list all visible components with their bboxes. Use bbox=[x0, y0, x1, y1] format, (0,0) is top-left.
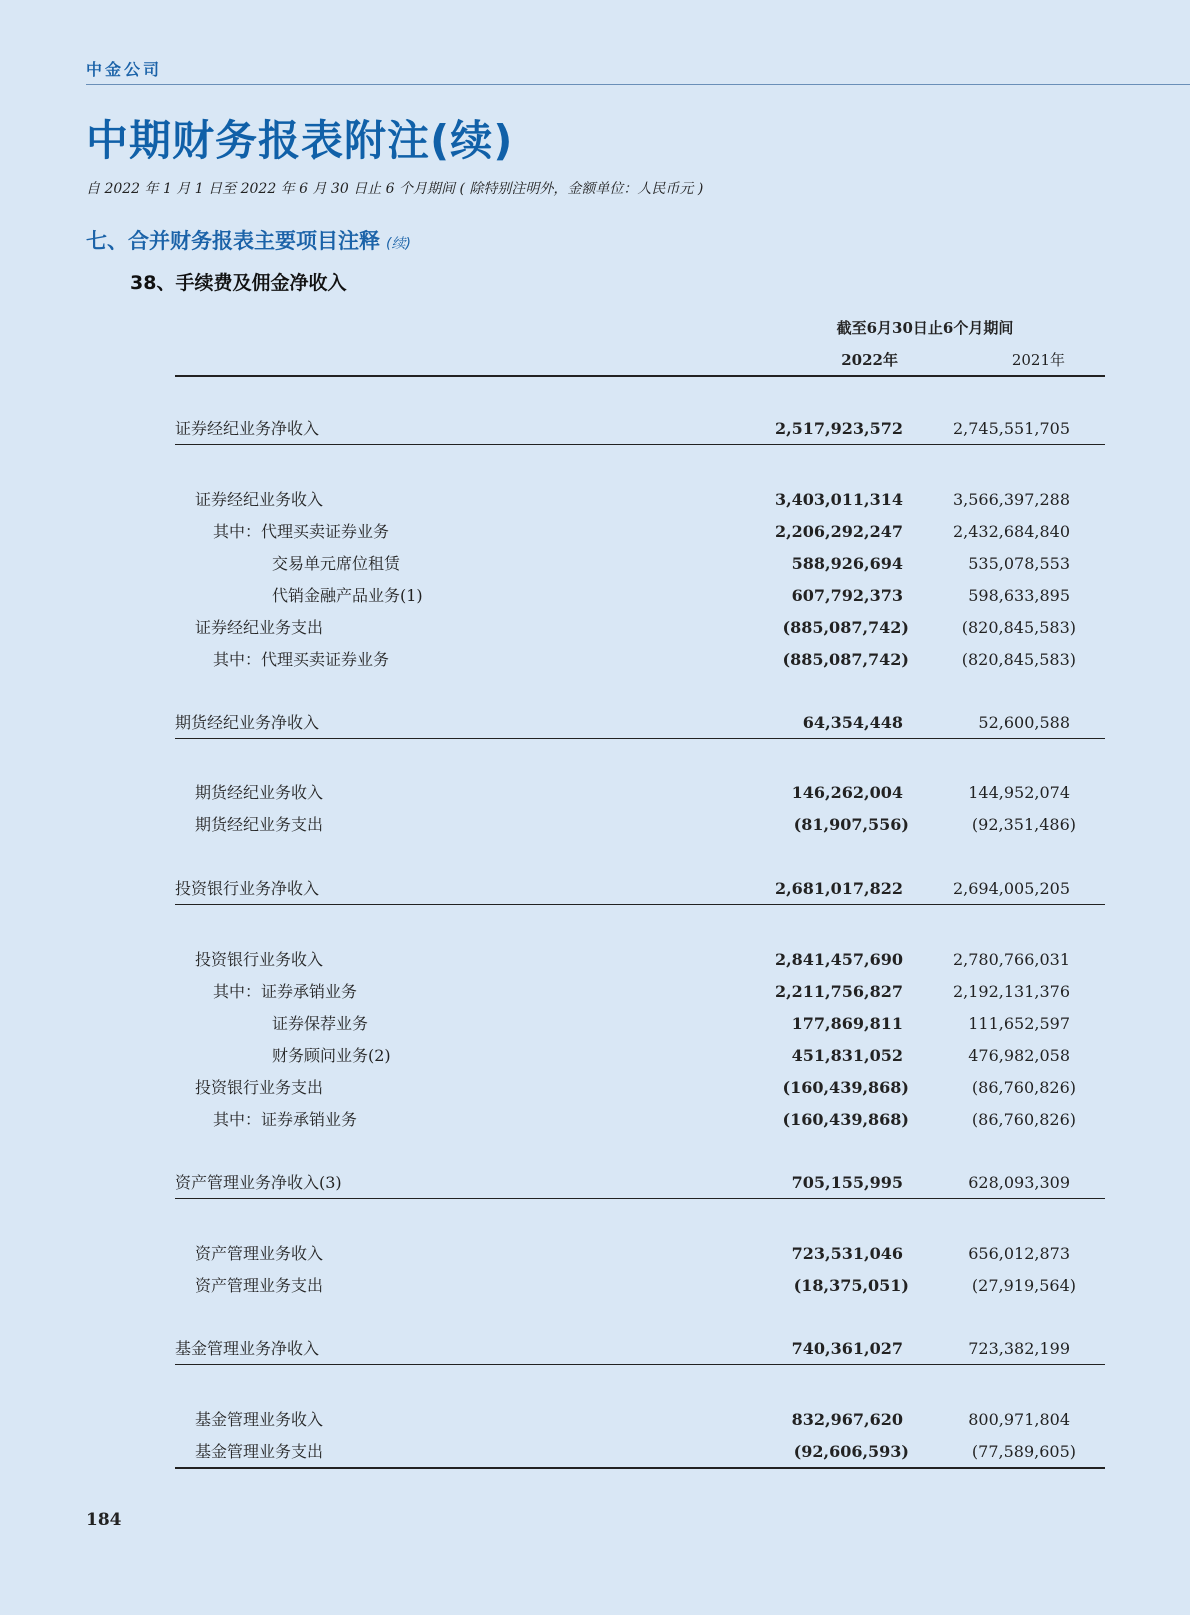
table-row bbox=[175, 613, 1105, 643]
column-header-2022: 2022年 bbox=[841, 351, 898, 369]
row-label: 资产管理业务收入 bbox=[195, 1244, 324, 1263]
value-2022: 177,869,811 bbox=[791, 1014, 903, 1033]
value-2021: (77,589,605) bbox=[971, 1442, 1076, 1461]
value-2022: (81,907,556) bbox=[793, 815, 909, 834]
table-row bbox=[175, 1168, 1105, 1199]
table-row bbox=[175, 708, 1105, 739]
row-label: 证券保荐业务 bbox=[272, 1014, 369, 1033]
row-label: 其中：代理买卖证券业务 bbox=[213, 522, 390, 541]
value-2021: 476,982,058 bbox=[968, 1046, 1070, 1065]
value-2021: (86,760,826) bbox=[971, 1078, 1076, 1097]
page-number: 184 bbox=[86, 1510, 122, 1530]
value-2021: (820,845,583) bbox=[961, 650, 1076, 669]
table-row bbox=[175, 1009, 1105, 1039]
table-row bbox=[175, 1334, 1105, 1365]
table-row bbox=[175, 581, 1105, 611]
value-2022: 2,211,756,827 bbox=[774, 982, 903, 1001]
value-2022: 607,792,373 bbox=[791, 586, 903, 605]
table-row bbox=[175, 1105, 1105, 1135]
value-2021: (27,919,564) bbox=[971, 1276, 1076, 1295]
value-2021: 2,192,131,376 bbox=[952, 982, 1070, 1001]
value-2021: 656,012,873 bbox=[968, 1244, 1070, 1263]
row-label: 基金管理业务净收入 bbox=[175, 1339, 320, 1358]
period-header: 截至6月30日止6个月期间 bbox=[836, 319, 1014, 337]
value-2022: 740,361,027 bbox=[791, 1339, 903, 1358]
row-label: 资产管理业务净收入(3) bbox=[175, 1173, 342, 1192]
value-2022: 64,354,448 bbox=[802, 713, 903, 732]
value-2021: 535,078,553 bbox=[968, 554, 1070, 573]
value-2021: 2,745,551,705 bbox=[952, 419, 1070, 438]
value-2021: 628,093,309 bbox=[968, 1173, 1070, 1192]
row-label: 证券经纪业务收入 bbox=[195, 490, 324, 509]
section-title bbox=[86, 225, 411, 255]
table-row bbox=[175, 778, 1105, 808]
value-2021: (86,760,826) bbox=[971, 1110, 1076, 1129]
row-label: 投资银行业务支出 bbox=[195, 1078, 324, 1097]
table-row bbox=[175, 549, 1105, 579]
value-2022: 723,531,046 bbox=[791, 1244, 903, 1263]
value-2022: 705,155,995 bbox=[791, 1173, 903, 1192]
row-label: 代销金融产品业务(1) bbox=[272, 586, 423, 605]
value-2021: 3,566,397,288 bbox=[952, 490, 1070, 509]
page-subtitle: 自 2022 年 1 月 1 日至 2022 年 6 月 30 日止 6 个月期间 ( 除特别注明外，金额单位：人民币元 ) bbox=[86, 181, 704, 197]
row-label: 证券经纪业务支出 bbox=[195, 618, 324, 637]
table-row bbox=[175, 485, 1105, 515]
row-label: 期货经纪业务净收入 bbox=[175, 713, 320, 732]
value-2022: 146,262,004 bbox=[791, 783, 903, 802]
row-label: 资产管理业务支出 bbox=[195, 1276, 324, 1295]
row-label: 投资银行业务净收入 bbox=[175, 879, 320, 898]
table-row bbox=[175, 1405, 1105, 1435]
section-title-text: 七、合并财务报表主要项目注释 bbox=[86, 229, 380, 253]
value-2022: 2,681,017,822 bbox=[774, 879, 903, 898]
value-2022: 2,517,923,572 bbox=[774, 419, 903, 438]
value-2022: 451,831,052 bbox=[791, 1046, 903, 1065]
value-2022: 2,206,292,247 bbox=[774, 522, 903, 541]
value-2021: 111,652,597 bbox=[968, 1014, 1070, 1033]
value-2022: (885,087,742) bbox=[782, 650, 909, 669]
table-row bbox=[175, 1239, 1105, 1269]
table-header-rule bbox=[175, 375, 1105, 377]
value-2021: (92,351,486) bbox=[971, 815, 1076, 834]
value-2021: (820,845,583) bbox=[961, 618, 1076, 637]
row-label: 其中：代理买卖证券业务 bbox=[213, 650, 390, 669]
value-2022: (92,606,593) bbox=[793, 1442, 909, 1461]
row-label: 交易单元席位租赁 bbox=[272, 554, 401, 573]
value-2022: (160,439,868) bbox=[782, 1110, 909, 1129]
row-label: 基金管理业务收入 bbox=[195, 1410, 324, 1429]
value-2022: (885,087,742) bbox=[782, 618, 909, 637]
table-row bbox=[175, 1437, 1105, 1469]
value-2022: 588,926,694 bbox=[791, 554, 903, 573]
value-2021: 144,952,074 bbox=[968, 783, 1070, 802]
table-row bbox=[175, 977, 1105, 1007]
value-2021: 2,694,005,205 bbox=[952, 879, 1070, 898]
value-2021: 52,600,588 bbox=[978, 713, 1070, 732]
table-row bbox=[175, 874, 1105, 905]
table-row bbox=[175, 517, 1105, 547]
value-2022: 2,841,457,690 bbox=[774, 950, 903, 969]
row-label: 证券经纪业务净收入 bbox=[175, 419, 320, 438]
row-label: 基金管理业务支出 bbox=[195, 1442, 324, 1461]
value-2021: 598,633,895 bbox=[968, 586, 1070, 605]
value-2022: (18,375,051) bbox=[793, 1276, 909, 1295]
table-row bbox=[175, 810, 1105, 840]
note-title: 38、手续费及佣金净收入 bbox=[130, 272, 347, 294]
value-2021: 723,382,199 bbox=[968, 1339, 1070, 1358]
page-title: 中期财务报表附注(续) bbox=[86, 116, 514, 165]
row-label: 投资银行业务收入 bbox=[195, 950, 324, 969]
value-2022: 832,967,620 bbox=[791, 1410, 903, 1429]
row-label: 其中：证券承销业务 bbox=[213, 1110, 358, 1129]
row-label: 财务顾问业务(2) bbox=[272, 1046, 391, 1065]
header-rule bbox=[86, 84, 1190, 85]
table-row bbox=[175, 945, 1105, 975]
row-label: 其中：证券承销业务 bbox=[213, 982, 358, 1001]
row-label: 期货经纪业务收入 bbox=[195, 783, 324, 802]
value-2022: 3,403,011,314 bbox=[774, 490, 903, 509]
value-2021: 2,432,684,840 bbox=[952, 522, 1070, 541]
value-2021: 800,971,804 bbox=[968, 1410, 1070, 1429]
value-2022: (160,439,868) bbox=[782, 1078, 909, 1097]
table-row bbox=[175, 1271, 1105, 1301]
table-row bbox=[175, 645, 1105, 675]
table-row bbox=[175, 414, 1105, 445]
table-row bbox=[175, 1073, 1105, 1103]
section-continued: (续) bbox=[386, 236, 411, 252]
column-header-2021: 2021年 bbox=[1011, 351, 1065, 369]
row-label: 期货经纪业务支出 bbox=[195, 815, 324, 834]
table-row bbox=[175, 1041, 1105, 1071]
value-2021: 2,780,766,031 bbox=[952, 950, 1070, 969]
company-name: 中金公司 bbox=[86, 60, 163, 79]
